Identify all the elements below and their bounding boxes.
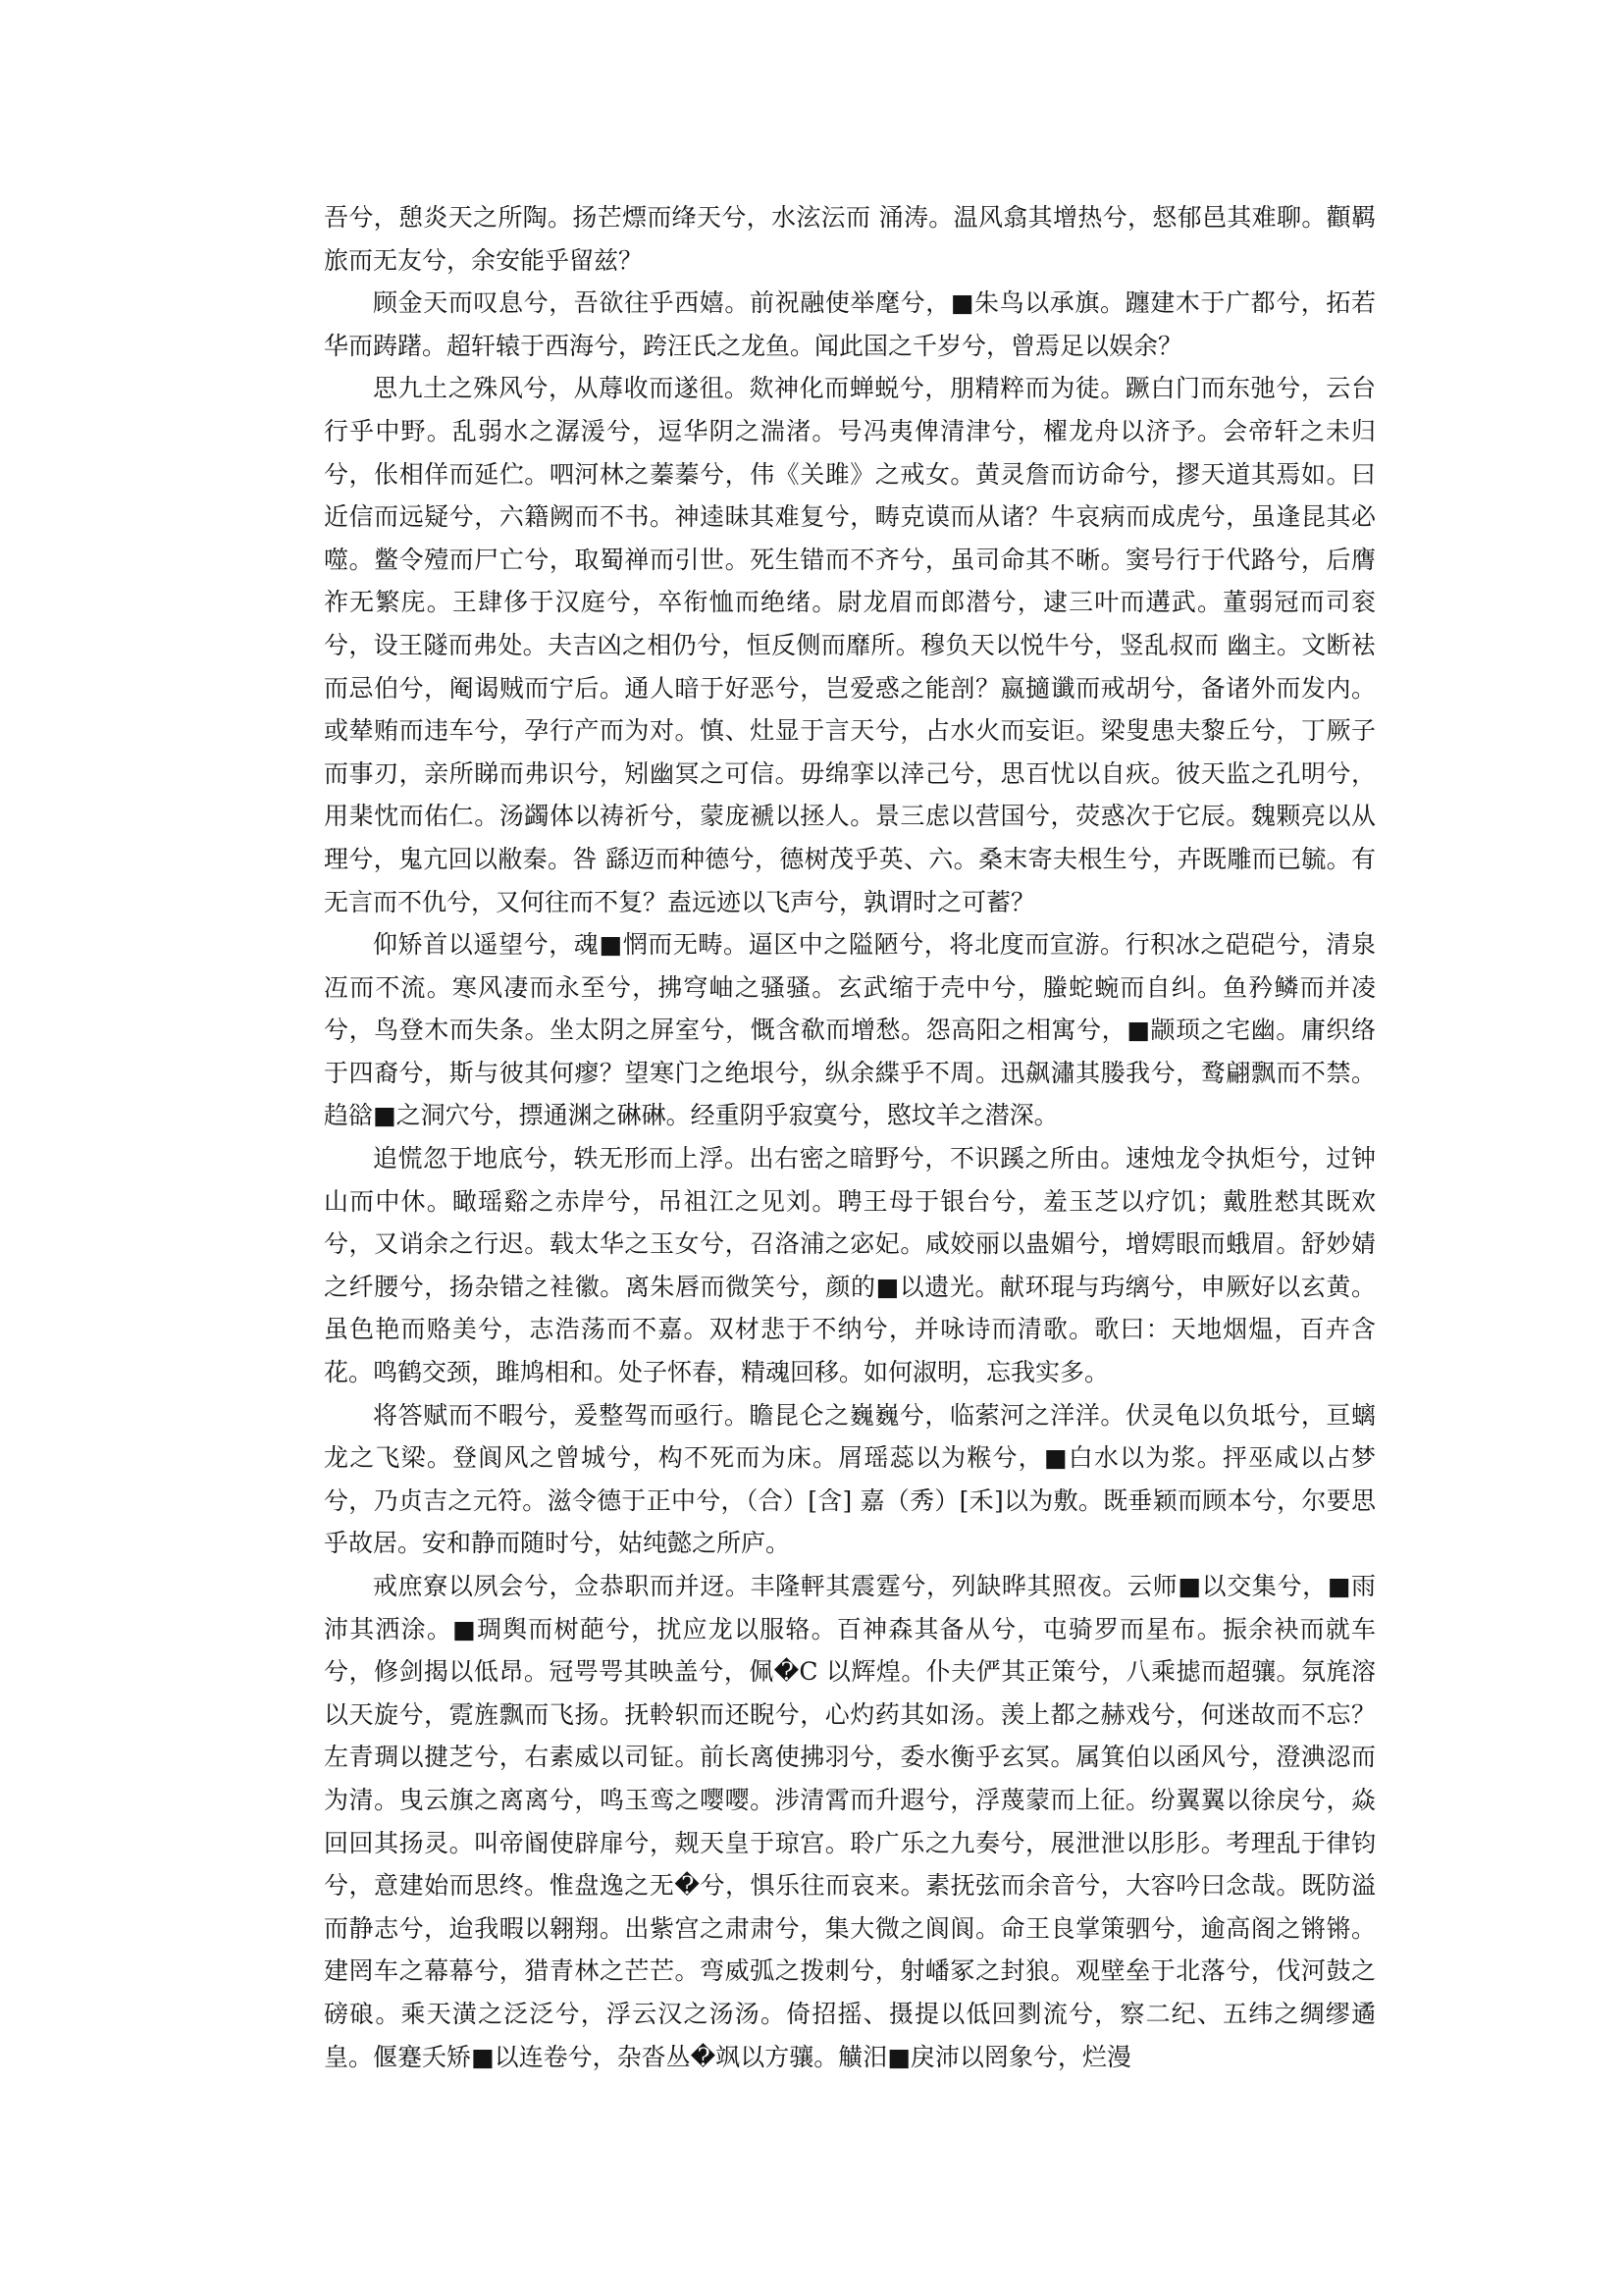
paragraph-2: 顾金天而叹息兮，吾欲往乎西嬉。前祝融使举麾兮，■朱鸟以承旗。躔建木于广都兮，拓若华而踌躇。超轩辕于西海兮，跨汪氏之龙鱼。闻此国之千岁兮，曾焉足以娱余？ [324,288,1376,360]
paragraph-3: 思九土之殊风兮，从蓐收而遂徂。欻神化而蝉蜕兮，朋精粹而为徒。蹶白门而东弛兮，云台行乎中野。乱弱水之潺湲兮，逗华阴之湍渚。号冯夷俾清津兮，櫂龙舟以济予。会帝轩之未归兮，伥相佯而延伫。呬河林之蓁蓁兮，伟《关雎》之戒女。黄灵詹而访命兮，摎天道其焉如。曰近信而远疑兮，六籍阙而不书。神逵昧其难复兮，畴克谟而从诸？牛哀病而成虎兮，虽逢昆其必噬。鳖令殪而尸亡兮，取蜀禅而引世。死生错而不齐兮，虽司命其不晰。窦号行于代路兮，后膺祚无繁庑。王肆侈于汉庭兮，卒衔恤而绝绪。尉龙眉而郎潜兮，逮三叶而遘武。董弱冠而司衮兮，设王隧而弗处。夫吉凶之相仍兮，恒反侧而靡所。穆负天以悦牛兮，竖乱叔而 幽主。文断袪而忌伯兮，阉谒贼而宁后。通人暗于好恶兮，岂爱惑之能剖？嬴擿谶而戒胡兮，备诸外而发内。或辇贿而违车兮，孕行产而为对。慎、灶显于言天兮，占水火而妄讵。梁叟患夫黎丘兮，丁厥子而事刃，亲所睇而弗识兮，矧幽冥之可信。毋绵挛以涬己兮，思百忧以自疢。彼天监之孔明兮，用棐忱而佑仁。汤蠲体以祷祈兮，蒙庞褫以拯人。景三虑以营国兮，荧惑次于它辰。魏颗亮以从理兮，鬼亢回以敝秦。咎 繇迈而种德兮，德树茂乎英、六。桑末寄夫根生兮，卉既雕而已毓。有无言而不仇兮，又何往而不复？盍远迹以飞声兮，孰谓时之可蓄？ [324,374,1376,916]
document-page [324,196,1376,2078]
paragraph-6: 将答赋而不暇兮，爰整驾而亟行。瞻昆仑之巍巍兮，临萦河之洋洋。伏灵龟以负坻兮，亘螭龙之飞梁。登阆风之曾城兮，构不死而为床。屑瑶蕊以为糇兮，■白水以为浆。抨巫咸以占梦兮，乃贞吉之元符。滋令德于正中兮，（合）[含] 嘉（秀）[禾]以为敷。既垂颖而顾本兮，尔要思乎故居。安和静而随时兮，姑纯懿之所庐。 [324,1400,1376,1558]
paragraph-7: 戒庶寮以夙会兮，佥恭职而并迓。丰隆軯其震霆兮，列缺晔其照夜。云师■以交集兮，■雨沛其洒涂。■琱舆而树葩兮，扰应龙以服辂。百神森其备从兮，屯骑罗而星布。振余袂而就车兮，修剑揭以低昂。冠咢咢其映盖兮，佩�C 以辉煌。仆夫俨其正策兮，八乘摅而超骧。氛旄溶以天旋兮，霓旌飘而飞扬。抚軨轵而还睨兮，心灼药其如汤。羡上都之赫戏兮，何迷故而不忘？左青琱以揵芝兮，右素威以司钲。前长离使拂羽兮，委水衡乎玄冥。属箕伯以函风兮，澄淟涊而为清。曳云旗之离离兮，鸣玉鸾之嘤嘤。涉清霄而升遐兮，浮蔑蒙而上征。纷翼翼以徐戾兮，焱回回其扬灵。叫帝阍使辟扉兮，觌天皇于琼宫。聆广乐之九奏兮，展泄泄以肜肜。考理乱于律钧兮，意建始而思终。惟盘逸之无�兮，惧乐往而哀来。素抚弦而余音兮，大容吟曰念哉。既防溢而静志兮，迨我暇以翱翔。出紫宫之肃肃兮，集大微之阆阆。命王良掌策驷兮，逾高阁之锵锵。建罔车之幕幕兮，猎青林之芒芒。弯威弧之拨刺兮，射嶓冢之封狼。观壁垒于北落兮，伐河鼓之磅硠。乘天潢之泛泛兮，浮云汉之汤汤。倚招摇、摄提以低回剹流兮，察二纪、五纬之绸缪遹皇。偃蹇夭矫■以连卷兮，杂沓丛�飒以方骧。觵汨■戾沛以罔象兮，烂漫 [324,1572,1376,2071]
paragraph-5: 追慌忽于地底兮，轶无形而上浮。出右密之暗野兮，不识蹊之所由。速烛龙令执炬兮，过钟山而中休。瞰瑶谿之赤岸兮，吊祖江之见刘。聘王母于银台兮，羞玉芝以疗饥；戴胜慭其既欢兮，又诮余之行迟。载太华之玉女兮，召洛浦之宓妃。咸姣丽以蛊媚兮，增嫮眼而蛾眉。舒妙婧之纤腰兮，扬杂错之袿徽。离朱唇而微笑兮，颜的■以遗光。献环琨与玙缡兮，申厥好以玄黄。虽色艳而赂美兮，志浩荡而不嘉。双材悲于不纳兮，并咏诗而清歌。歌曰：天地烟煴，百卉含花。鸣鹤交颈，雎鸠相和。处子怀春，精魂回移。如何淑明，忘我实多。 [324,1144,1376,1387]
paragraph-4: 仰矫首以遥望兮，魂■惘而无畴。逼区中之隘陋兮，将北度而宣游。行积冰之硙硙兮，清泉冱而不流。寒风凄而永至兮，拂穹岫之骚骚。玄武缩于壳中兮，螣蛇蜿而自纠。鱼矜鳞而并凌兮，鸟登木而失条。坐太阴之屏室兮，慨含欷而增愁。怨高阳之相寓兮，■颛顼之宅幽。庸织络于四裔兮，斯与彼其何瘳？望寒门之绝垠兮，纵余緤乎不周。迅飙潚其媵我兮，鹜翩飘而不禁。趋谽■之洞穴兮，摽通渊之碄碄。经重阴乎寂寞兮，愍坟羊之潜深。 [324,930,1376,1130]
paragraph-1: 吾兮，憩炎天之所陶。扬芒熛而绛天兮，水泫沄而 涌涛。温风翕其增热兮，惄郁邑其难聊。顴羁旅而无友兮，余安能乎留兹？ [324,203,1376,275]
